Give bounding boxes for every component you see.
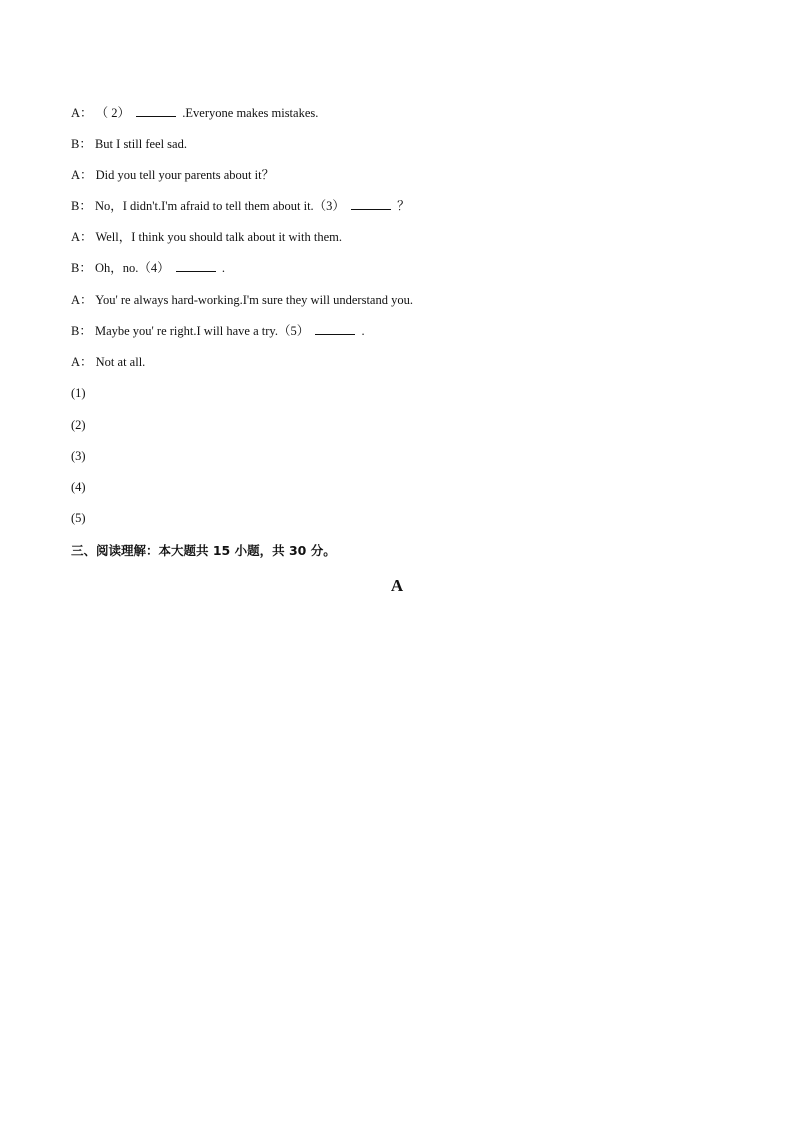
section-title: 三、阅读理解：本大题共 15 小题，共 30 分。 — [71, 543, 336, 558]
speaker-label: B： — [71, 324, 92, 338]
answer-line-5[interactable]: (5) — [71, 511, 86, 525]
dialogue-line — [71, 167, 274, 183]
dialogue-text: You' re always hard-working.I'm sure they will understand you. — [95, 293, 413, 307]
speaker-label: B： — [71, 199, 92, 213]
dialogue-text: . — [361, 324, 365, 338]
speaker-label: A： — [71, 106, 93, 120]
dialogue-line — [71, 292, 413, 308]
answer-line-2[interactable]: (2) — [71, 418, 86, 432]
dialogue-text: Maybe you' re right.I will have a try.（5） — [94, 324, 310, 338]
answer-blank[interactable] — [176, 260, 216, 272]
dialogue-text: . — [221, 261, 225, 275]
speaker-label: A： — [71, 230, 93, 244]
speaker-label: A： — [71, 293, 93, 307]
dialogue-text: Oh，no.（4） — [94, 261, 170, 275]
dialogue-text: No，I didn't.I'm afraid to tell them about it.（3） — [94, 199, 345, 213]
dialogue-line — [71, 105, 318, 121]
answer-line-4[interactable]: (4) — [71, 480, 86, 494]
answer-line-3[interactable]: (3) — [71, 449, 86, 463]
speaker-label: B： — [71, 261, 92, 275]
speaker-label: B： — [71, 137, 92, 151]
dialogue-line — [71, 136, 187, 152]
dialogue-line — [71, 323, 365, 339]
passage-heading: A — [390, 576, 404, 595]
dialogue-text: But I still feel sad. — [94, 137, 187, 151]
speaker-label: A： — [71, 355, 93, 369]
answer-line-1[interactable]: (1) — [71, 386, 86, 400]
dialogue-line — [71, 354, 145, 370]
dialogue-text: （ 2） — [95, 106, 131, 120]
dialogue-line — [71, 260, 225, 276]
answer-blank[interactable] — [351, 198, 391, 210]
dialogue-text: Not at all. — [95, 355, 146, 369]
dialogue-text: ？ — [397, 199, 410, 213]
dialogue-text: .Everyone makes mistakes. — [182, 106, 319, 120]
answer-blank[interactable] — [136, 105, 176, 117]
dialogue-line — [71, 198, 410, 214]
dialogue-text: Well，I think you should talk about it with them. — [95, 230, 342, 244]
answer-blank[interactable] — [315, 323, 355, 335]
dialogue-line — [71, 229, 342, 245]
dialogue-text: Did you tell your parents about it？ — [95, 168, 275, 182]
speaker-label: A： — [71, 168, 93, 182]
